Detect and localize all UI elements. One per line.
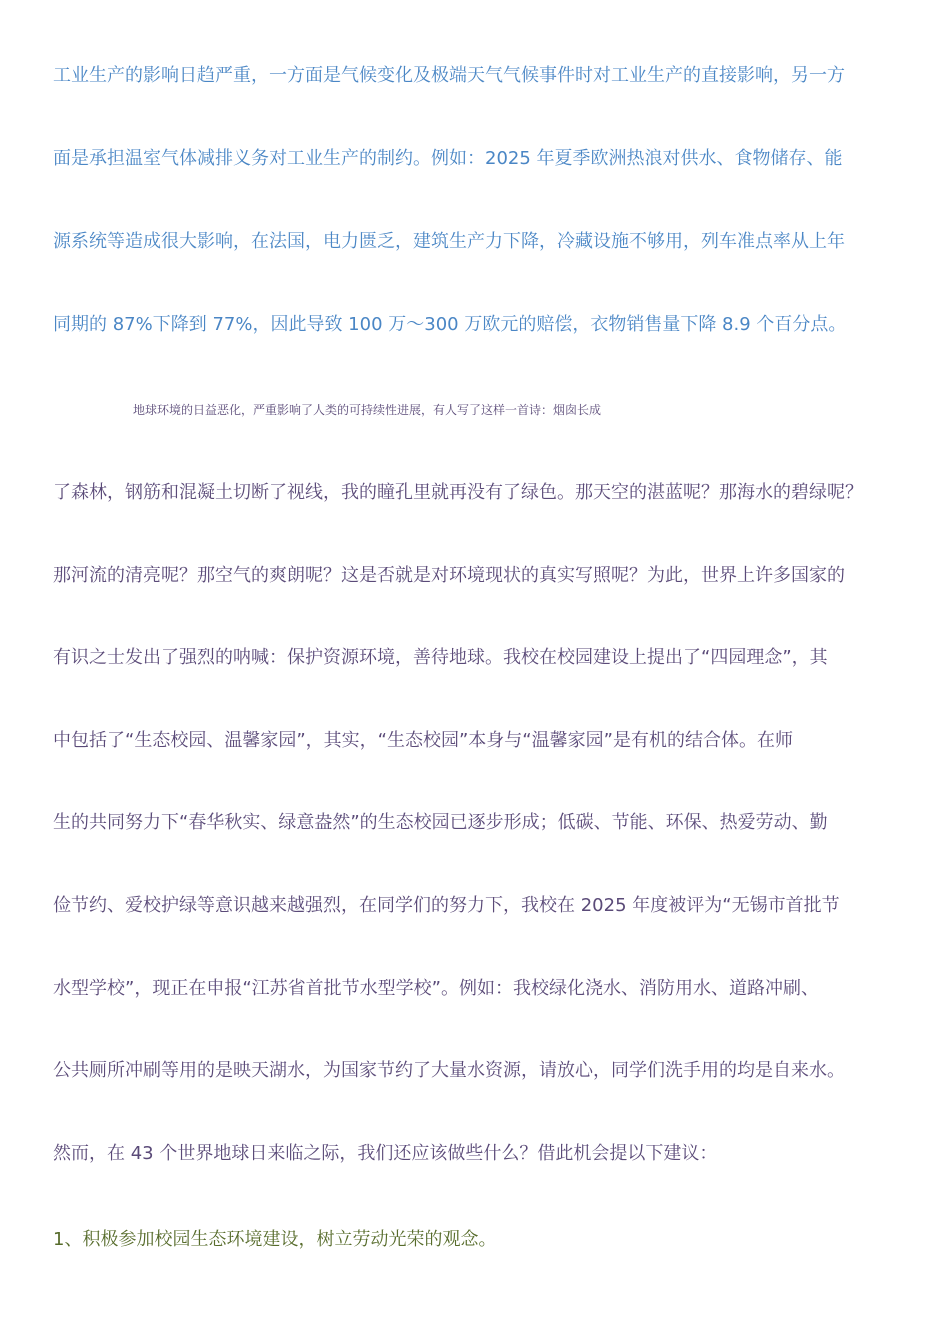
text-line: 地球环境的日益恶化，严重影响了人类的可持续性进展，有人写了这样一首诗：烟囱长成 <box>133 403 602 417</box>
text-line: 俭节约、爱校护绿等意识越来越强烈，在同学们的努力下，我校在 2025 年度被评为“无锡市首批节 <box>53 895 840 916</box>
text-line: 水型学校”，现正在申报“江苏省首批节水型学校”。例如：我校绿化浇水、消防用水、道路冲刷、 <box>53 978 819 999</box>
text-line: 那河流的清亮呢？那空气的爽朗呢？这是否就是对环境现状的真实写照呢？为此，世界上许多国家的 <box>53 565 845 586</box>
text-line: 然而，在 43 个世界地球日来临之际，我们还应该做些什么？借此机会提以下建议： <box>53 1143 718 1164</box>
text-line: 了森林，钢筋和混凝土切断了视线，我的瞳孔里就再没有了绿色。那天空的湛蓝呢？那海水的碧绿呢？ <box>53 482 863 503</box>
text-line: 面是承担温室气体减排义务对工业生产的制约。例如：2025 年夏季欧洲热浪对供水、食物储存、能 <box>53 148 843 169</box>
text-line: 公共厕所冲刷等用的是映天湖水，为国家节约了大量水资源，请放心，同学们洗手用的均是自来水。 <box>53 1060 845 1081</box>
text-line: 工业生产的影响日趋严重，一方面是气候变化及极端天气气候事件时对工业生产的直接影响，另一方 <box>53 65 845 86</box>
text-line: 有识之士发出了强烈的呐喊：保护资源环境，善待地球。我校在校园建设上提出了“四园理念”，其 <box>53 647 828 668</box>
text-line: 生的共同努力下“春华秋实、绿意盎然”的生态校园已逐步形成；低碳、节能、环保、热爱劳动、勤 <box>53 812 828 833</box>
text-line: 源系统等造成很大影响，在法国，电力匮乏，建筑生产力下降，冷藏设施不够用，列车准点率从上年 <box>53 231 845 252</box>
text-line: 中包括了“生态校园、温馨家园”，其实，“生态校园”本身与“温馨家园”是有机的结合体。在师 <box>53 730 793 751</box>
text-line: 同期的 87%下降到 77%，因此导致 100 万～300 万欧元的赔偿，衣物销售量下降 8.9 个百分点。 <box>53 314 847 335</box>
list-item: 1、积极参加校园生态环境建设，树立劳动光荣的观念。 <box>53 1229 497 1250</box>
